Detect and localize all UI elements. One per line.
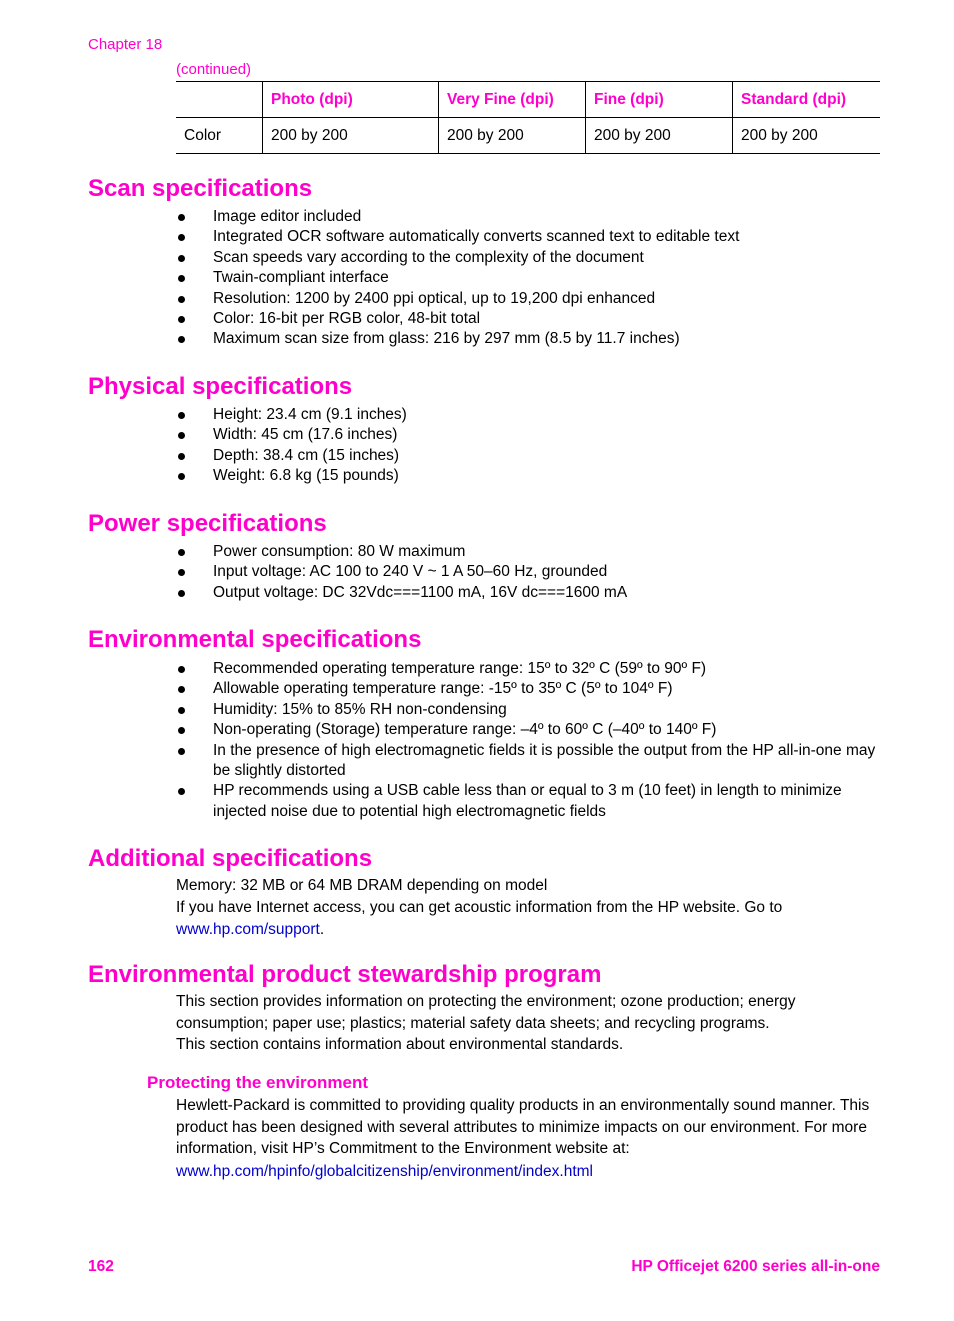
- list-item: Allowable operating temperature range: -15º to 35º C (5º to 104º F): [176, 679, 880, 699]
- stewardship-heading: Environmental product stewardship program: [88, 961, 602, 988]
- environmental-heading: Environmental specifications: [88, 626, 422, 653]
- table-header-cell: Standard (dpi): [733, 82, 881, 118]
- list-item: Non-operating (Storage) temperature range: –4º to 60º C (–40º to 140º F): [176, 720, 880, 740]
- table-cell: 200 by 200: [263, 118, 439, 154]
- environment-link-line: [176, 1161, 880, 1183]
- chapter-label: Chapter 18: [88, 36, 163, 53]
- table-row: [176, 118, 880, 154]
- continued-label: (continued): [176, 61, 252, 78]
- page-number: 162: [88, 1258, 114, 1275]
- support-link[interactable]: www.hp.com/support: [176, 920, 320, 938]
- memory-text: Memory: 32 MB or 64 MB DRAM depending on model: [176, 877, 548, 894]
- stewardship-paragraph: This section provides information on protecting the environment; ozone production; energy consumption; paper use; plastics; material safety data sheets; and recycling programs.: [176, 993, 796, 1032]
- list-item: Output voltage: DC 32Vdc===1100 mA, 16V dc===1600 mA: [176, 583, 880, 603]
- table-cell: 200 by 200: [586, 118, 733, 154]
- list-item: Width: 45 cm (17.6 inches): [176, 425, 880, 445]
- protecting-heading: Protecting the environment: [147, 1073, 369, 1092]
- list-item: Recommended operating temperature range: 15º to 32º C (59º to 90º F): [176, 659, 880, 679]
- table-cell: 200 by 200: [733, 118, 881, 154]
- resolution-table: [176, 81, 880, 154]
- list-item: Color: 16-bit per RGB color, 48-bit total: [176, 309, 880, 329]
- environment-link[interactable]: www.hp.com/hpinfo/globalcitizenship/environment/index.html: [176, 1163, 593, 1180]
- list-item: Image editor included: [176, 207, 880, 227]
- internet-text-body: If you have Internet access, you can get acoustic information from the HP website. Go to: [176, 899, 783, 916]
- table-cell: 200 by 200: [439, 118, 586, 154]
- list-item: Depth: 38.4 cm (15 inches): [176, 446, 880, 466]
- standards-paragraph: This section contains information about environmental standards.: [176, 1036, 624, 1053]
- list-item: Twain-compliant interface: [176, 268, 880, 288]
- list-item: Maximum scan size from glass: 216 by 297 mm (8.5 by 11.7 inches): [176, 329, 880, 349]
- scan-heading: Scan specifications: [88, 175, 313, 202]
- additional-heading: Additional specifications: [88, 845, 373, 872]
- power-list: [176, 542, 880, 603]
- environmental-list: [176, 659, 880, 822]
- physical-list: [176, 405, 880, 487]
- table-header-cell: Very Fine (dpi): [439, 82, 586, 118]
- list-item: Humidity: 15% to 85% RH non-condensing: [176, 700, 880, 720]
- physical-heading: Physical specifications: [88, 373, 353, 400]
- table-header-cell: [176, 82, 263, 118]
- list-item: Power consumption: 80 W maximum: [176, 542, 880, 562]
- list-item: Integrated OCR software automatically converts scanned text to editable text: [176, 227, 880, 247]
- table-cell: Color: [176, 118, 263, 154]
- power-heading: Power specifications: [88, 510, 327, 537]
- list-item: HP recommends using a USB cable less than or equal to 3 m (10 feet) in length to minimize injected noise due to potential high electromagnetic fields: [176, 781, 880, 822]
- table-header-row: [176, 82, 880, 118]
- table-header-cell: Photo (dpi): [263, 82, 439, 118]
- internet-text: [176, 897, 880, 940]
- product-name: HP Officejet 6200 series all-in-one: [631, 1258, 880, 1275]
- list-item: Input voltage: AC 100 to 240 V ~ 1 A 50–60 Hz, grounded: [176, 562, 880, 582]
- list-item: Resolution: 1200 by 2400 ppi optical, up to 19,200 dpi enhanced: [176, 289, 880, 309]
- list-item: Scan speeds vary according to the complexity of the document: [176, 248, 880, 268]
- link-suffix: .: [319, 920, 325, 938]
- list-item: Weight: 6.8 kg (15 pounds): [176, 466, 880, 486]
- list-item: In the presence of high electromagnetic fields it is possible the output from the HP all-in-one may be slightly distorted: [176, 741, 880, 782]
- protecting-paragraph: Hewlett-Packard is committed to providing quality products in an environmentally sound manner. This product has been designed with several attributes to minimize impacts on our environment. For more information, visit HP’s Commitment to the Environment website at:: [176, 1097, 870, 1157]
- scan-list: [176, 207, 880, 350]
- list-item: Height: 23.4 cm (9.1 inches): [176, 405, 880, 425]
- table-header-cell: Fine (dpi): [586, 82, 733, 118]
